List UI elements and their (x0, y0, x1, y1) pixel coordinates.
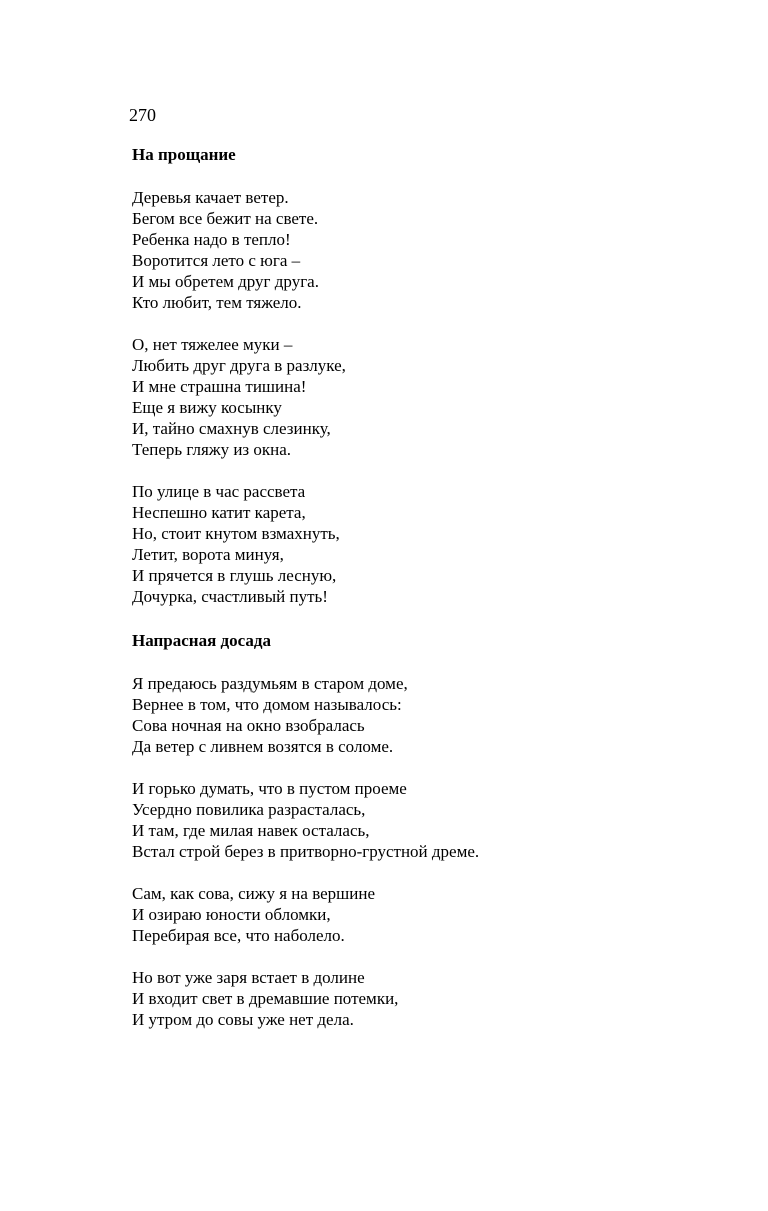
poem-line: И озираю юности обломки, (132, 905, 331, 924)
stanza (132, 481, 692, 607)
poem-line: И мне страшна тишина! (132, 377, 307, 396)
poem-line: Бегом все бежит на свете. (132, 209, 319, 228)
poem-line: Но, стоит кнутом взмахнуть, (132, 524, 340, 543)
poem-line: Неспешно катит карета, (132, 503, 306, 522)
poem-line: Встал строй берез в притворно-грустной дреме. (132, 842, 480, 861)
poem-line: Но вот уже заря встает в долине (132, 968, 365, 987)
poem-line: Сова ночная на окно взобралась (132, 716, 365, 735)
page-number: 270 (129, 105, 156, 125)
poem-line: Ребенка надо в тепло! (132, 230, 291, 249)
stanza (132, 187, 692, 313)
poem-line: Усердно повилика разрасталась, (132, 800, 366, 819)
stanza (132, 967, 692, 1030)
poem (132, 144, 692, 607)
stanza (132, 334, 692, 460)
poem-line: Я предаюсь раздумьям в старом доме, (132, 674, 408, 693)
poem-line: Дочурка, счастливый путь! (132, 587, 328, 606)
poem (132, 630, 692, 1030)
poem-line: И утром до совы уже нет дела. (132, 1010, 354, 1029)
stanza (132, 883, 692, 946)
poem-line: Воротится лето с юга – (132, 251, 301, 270)
poem-title: Напрасная досада (132, 631, 271, 650)
poem-line: Вернее в том, что домом называлось: (132, 695, 402, 714)
poem-line: Перебирая все, что наболело. (132, 926, 345, 945)
poem-line: Еще я вижу косынку (132, 398, 282, 417)
poem-line: Да ветер с ливнем возятся в соломе. (132, 737, 394, 756)
poem-line: И там, где милая навек осталась, (132, 821, 370, 840)
poem-line: И горько думать, что в пустом проеме (132, 779, 407, 798)
poem-title: На прощание (132, 145, 236, 164)
stanza (132, 673, 692, 757)
poem-line: О, нет тяжелее муки – (132, 335, 293, 354)
poem-line: Теперь гляжу из окна. (132, 440, 292, 459)
poem-line: Кто любит, тем тяжело. (132, 293, 302, 312)
poem-line: Летит, ворота минуя, (132, 545, 284, 564)
stanza (132, 778, 692, 862)
poem-line: И, тайно смахнув слезинку, (132, 419, 331, 438)
poem-line: И мы обретем друг друга. (132, 272, 319, 291)
poem-line: Деревья качает ветер. (132, 188, 289, 207)
poem-line: Сам, как сова, сижу я на вершине (132, 884, 375, 903)
poem-line: По улице в час рассвета (132, 482, 306, 501)
poem-line: И прячется в глушь лесную, (132, 566, 337, 585)
poem-line: Любить друг друга в разлуке, (132, 356, 346, 375)
poem-line: И входит свет в дремавшие потемки, (132, 989, 399, 1008)
